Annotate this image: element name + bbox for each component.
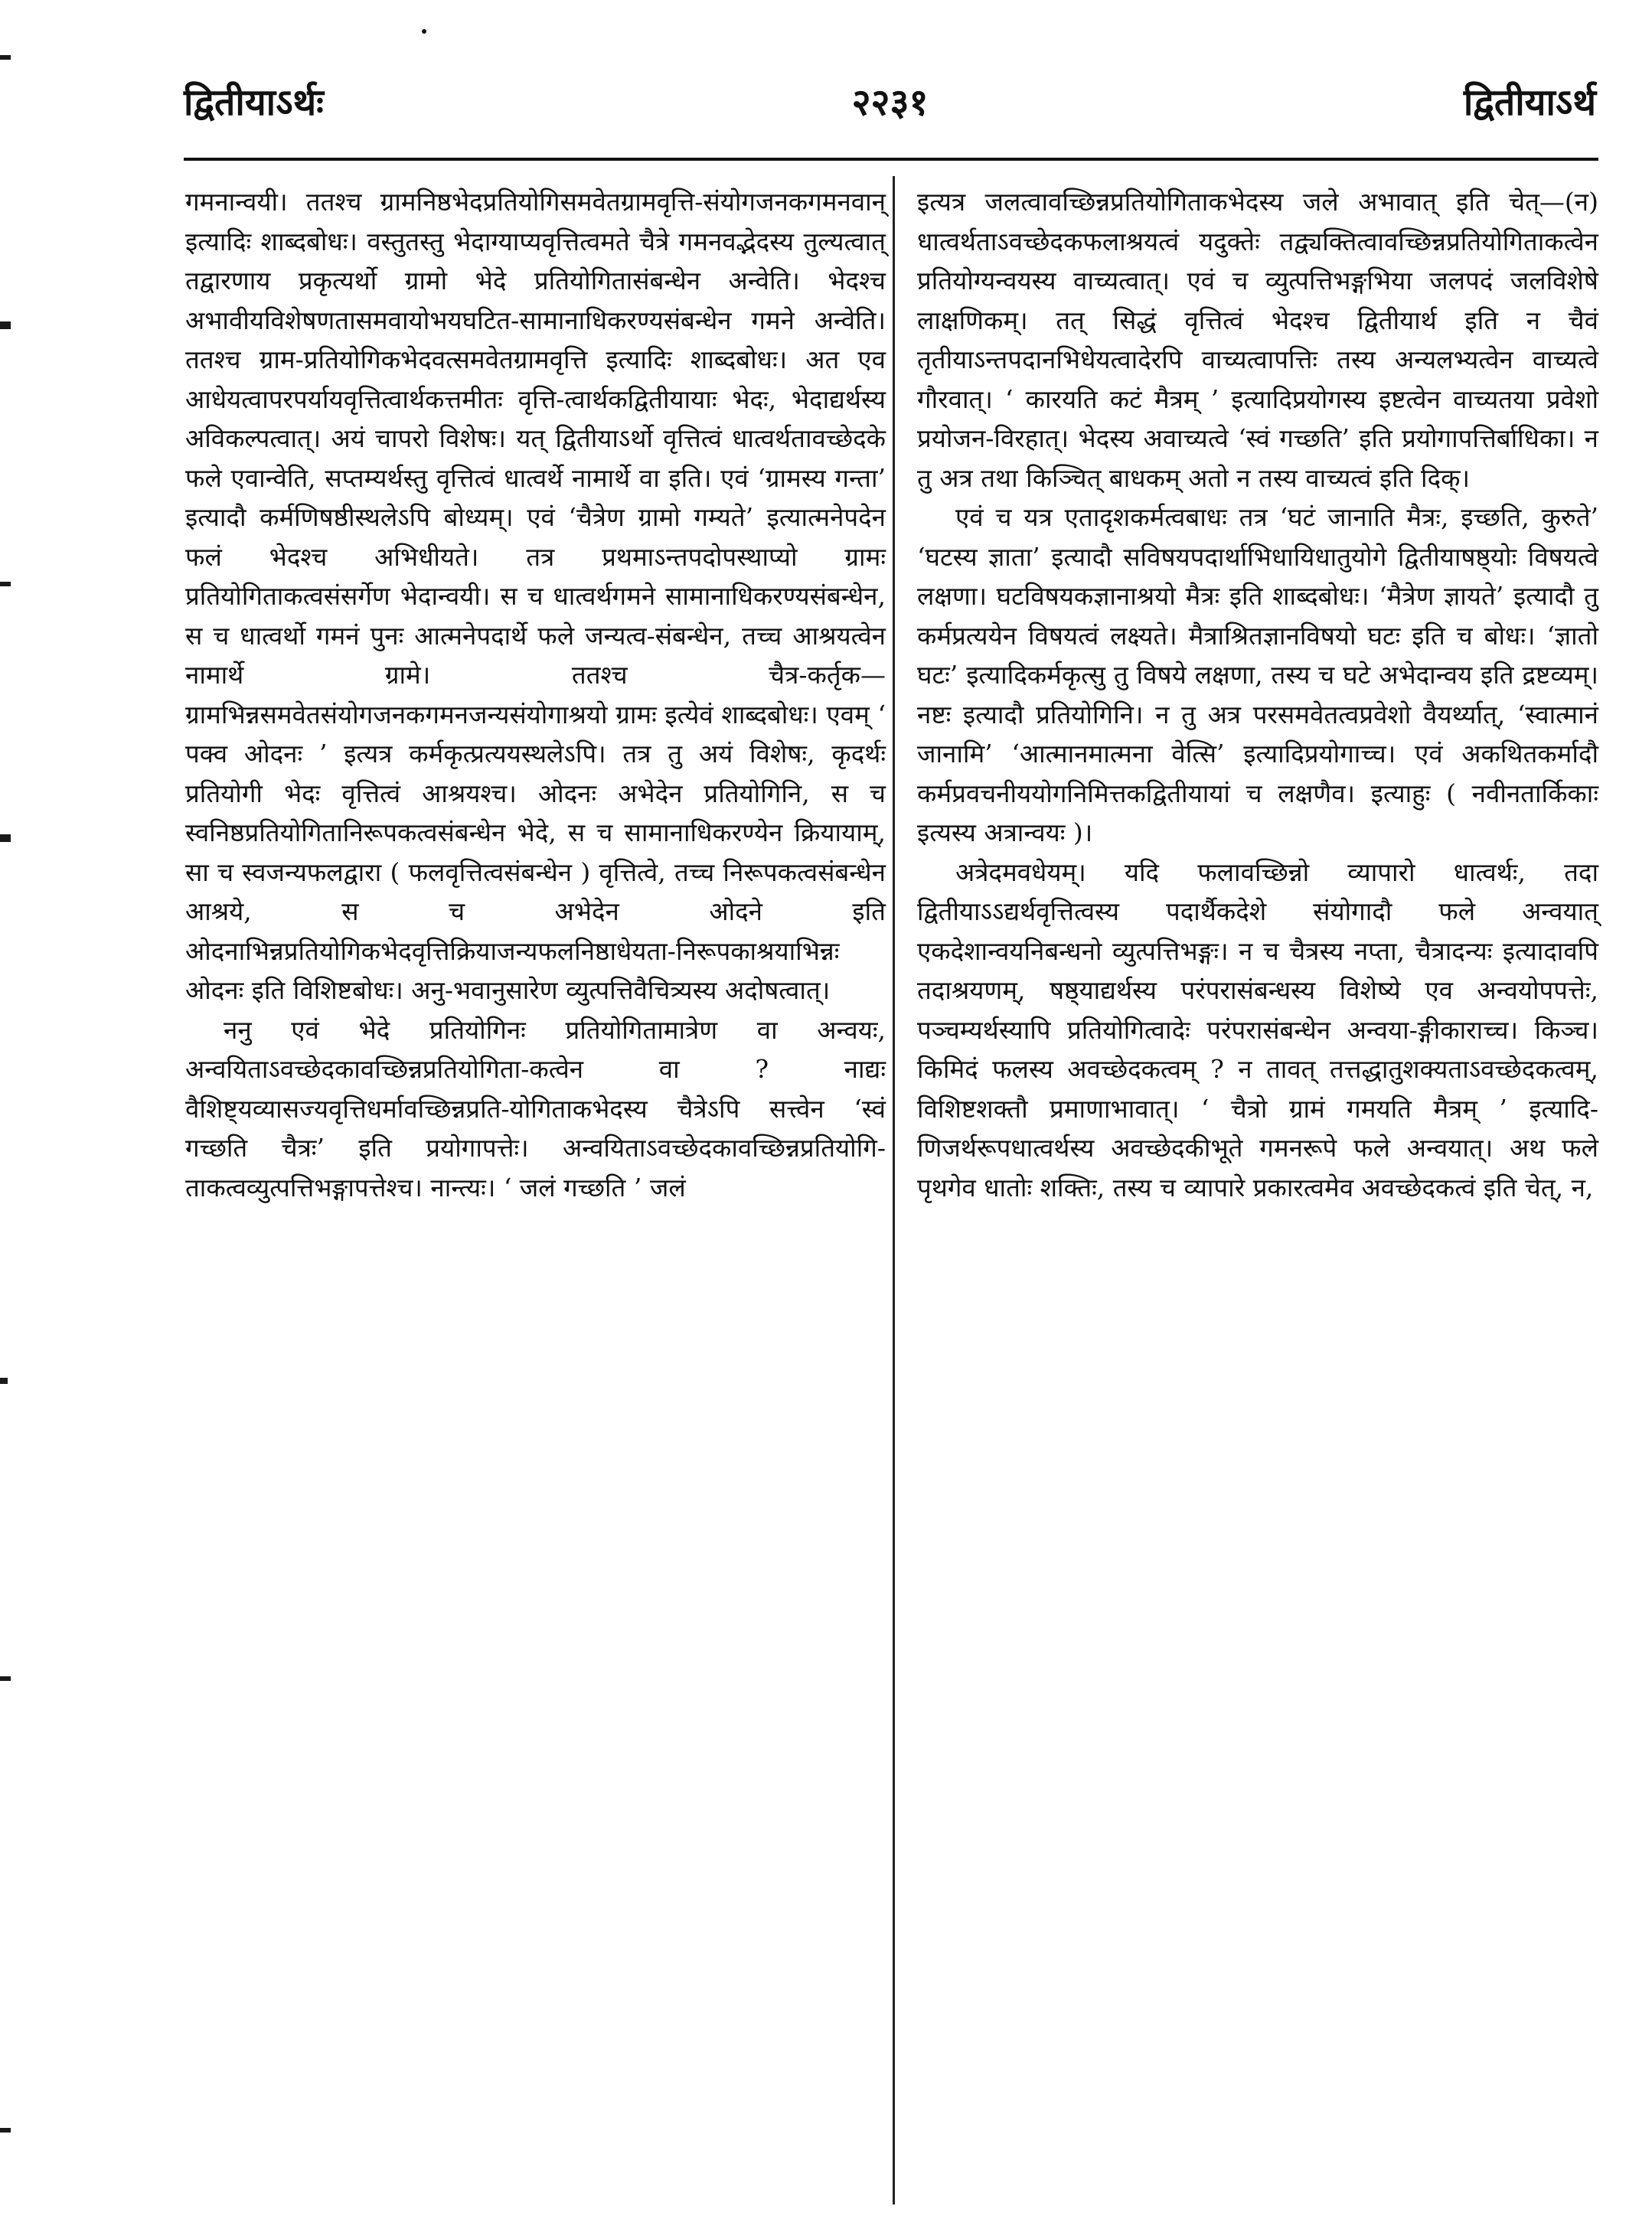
header-right-title: द्वितीयाऽर्थ	[1463, 81, 1596, 124]
edge-mark	[0, 2128, 11, 2133]
right-column	[917, 182, 1598, 1207]
column-divider	[893, 176, 895, 2204]
right-paragraph-1: इत्यत्र जलत्वावच्छिन्नप्रतियोगिताकभेदस्य जले अभावात् इति चेत्—(न) धात्वर्थताऽवच्छेदकफलाश्रयत्वं यदुक्तेः तद्व्यक्तित्वावच्छिन्नप्रतियोगिताकत्वेन प्रतियोग्यन्वयस्य वाच्यत्वात्। एवं च व्युत्पत्तिभङ्गभिया जलपदं जलविशेषे लाक्षणिकम्। तत् सिद्धं वृत्तित्वं भेदश्च द्वितीयार्थ इति न चैवं तृतीयाऽन्तपदानभिधेयत्वादेरपि वाच्यत्वापत्तिः तस्य अन्यलभ्यत्वेन वाच्यत्वे गौरवात्। ‘ कारयति कटं मैत्रम् ’ इत्यादिप्रयोगस्य इष्टत्वेन वाच्यतया प्रवेशो प्रयोजन-विरहात्। भेदस्य अवाच्यत्वे ‘स्वं गच्छति’ इति प्रयोगापत्तिर्बाधिका। न तु अत्र तथा किञ्चित् बाधकम् अतो न तस्य वाच्यत्वं इति दिक्।	[917, 187, 1598, 493]
edge-mark	[0, 834, 11, 842]
scan-speck	[422, 29, 426, 34]
edge-mark	[0, 55, 11, 60]
edge-mark	[0, 321, 11, 329]
left-paragraph-2: ननु एवं भेदे प्रतियोगिनः प्रतियोगितामात्रेण वा अन्वयः, अन्वयिताऽवच्छेदकावच्छिन्नप्रतियोगिता-कत्वेन वा ? नाद्यः वैशिष्ट्यव्यासज्यवृत्तिधर्मावच्छिन्नप्रति-योगिताकभेदस्य चैत्रेऽपि सत्त्वेन ‘स्वं गच्छति चैत्रः’ इति प्रयोगापत्तेः। अन्वयिताऽवच्छेदकावच्छिन्नप्रतियोगि-ताकत्वव्युत्पत्तिभङ्गापत्तेश्च। नान्त्यः। ‘ जलं गच्छति ’ जलं	[185, 1014, 886, 1203]
right-paragraph-3: अत्रेदमवधेयम्। यदि फलावच्छिन्नो व्यापारो धात्वर्थः, तदा द्वितीयाऽऽद्यर्थवृत्तित्वस्य पदार्थैकदेशे संयोगादौ फले अन्वयात् एकदेशान्वयनिबन्धनो व्युत्पत्तिभङ्गः। न च चैत्रस्य नप्ता, चैत्रादन्यः इत्यादावपि तदाश्रयणम्, षष्ठ्याद्यर्थस्य परंपरासंबन्धस्य विशेष्ये एव अन्वयोपपत्तेः, पञ्चम्यर्थस्यापि प्रतियोगित्वादेः परंपरासंबन्धेन अन्वया-ङ्गीकाराच्च। किञ्च। किमिदं फलस्य अवच्छेदकत्वम् ? न तावत् तत्तद्धातुशक्यताऽवच्छेदकत्वम्, विशिष्टशक्तौ प्रमाणाभावात्। ‘ चैत्रो ग्रामं गमयति मैत्रम् ’ इत्यादि-णिजर्थरूपधात्वर्थस्य अवच्छेदकीभूते गमनरूपे फले अन्वयात्। अथ फले पृथगेव धातोः शक्तिः, तस्य च व्यापारे प्रकारत्वमेव अवच्छेदकत्वं इति चेत्, न,	[917, 857, 1598, 1203]
page-number: २२३१	[851, 81, 929, 124]
edge-mark	[0, 582, 11, 586]
left-paragraph-1: गमनान्वयी। ततश्च ग्रामनिष्ठभेदप्रतियोगिसमवेतग्रामवृत्ति-संयोगजनकगमनवान् इत्यादिः शाब्दबोधः। वस्तुतस्तु भेदाग्याप्यवृत्तित्वमते चैत्रे गमनवद्भेदस्य तुल्यत्वात् तद्वारणाय प्रकृत्यर्थो ग्रामो भेदे प्रतियोगितासंबन्धेन अन्वेति। भेदश्च अभावीयविशेषणतासमवायोभयघटित-सामानाधिकरण्यसंबन्धेन गमने अन्वेति। ततश्च ग्राम-प्रतियोगिकभेदवत्समवेतग्रामवृत्ति इत्यादिः शाब्दबोधः। अत एव आधेयत्वापरपर्यायवृत्तित्वार्थकत्तमीतः वृत्ति-त्वार्थकद्वितीयायाः भेदः, भेदाद्यर्थस्य अविकल्पत्वात्। अयं चापरो विशेषः। यत् द्वितीयाऽर्थो वृत्तित्वं धात्वर्थतावच्छेदके फले एवान्वेति, सप्तम्यर्थस्तु वृत्तित्वं धात्वर्थे नामार्थे वा इति। एवं ‘ग्रामस्य गन्ता’ इत्यादौ कर्मणिषष्ठीस्थलेऽपि बोध्यम्। एवं ‘चैत्रेण ग्रामो गम्यते’ इत्यात्मनेपदेन फलं भेदश्च अभिधीयते। तत्र प्रथमाऽन्तपदोपस्थाप्यो ग्रामः प्रतियोगिताकत्वसंसर्गेण भेदान्वयी। स च धात्वर्थगमने सामानाधिकरण्यसंबन्धेन, स च धात्वर्थो गमनं पुनः आत्मनेपदार्थे फले जन्यत्व-संबन्धेन, तच्च आश्रयत्वेन नामार्थे ग्रामे। ततश्च चैत्र-कर्तृक—ग्रामभिन्नसमवेतसंयोगजनकगमनजन्यसंयोगाश्रयो ग्रामः इत्येवं शाब्दबोधः। एवम् ‘ पक्व ओदनः ’ इत्यत्र कर्मकृत्प्रत्ययस्थलेऽपि। तत्र तु अयं विशेषः, कृदर्थः प्रतियोगी भेदः वृत्तित्वं आश्रयश्च। ओदनः अभेदेन प्रतियोगिनि, स च स्वनिष्ठप्रतियोगितानिरूपकत्वसंबन्धेन भेदे, स च सामानाधिकरण्येन क्रियायाम्, सा च स्वजन्यफलद्वारा ( फलवृत्तित्वसंबन्धेन ) वृत्तित्वे, तच्च निरूपकत्वसंबन्धेन आश्रये, स च अभेदेन ओदने इति ओदनाभिन्नप्रतियोगिकभेदवृत्तिक्रियाजन्यफलनिष्ठाधेयता-निरूपकाश्रयाभिन्नः ओदनः इति विशिष्टबोधः। अनु-भवानुसारेण व्युत्पत्तिवैचित्र्यस्य अदोषत्वात्।	[185, 187, 886, 1005]
edge-mark	[0, 1676, 11, 1681]
edge-mark	[0, 1378, 8, 1384]
running-header	[184, 70, 1596, 132]
header-rule	[184, 158, 1598, 161]
right-paragraph-2: एवं च यत्र एतादृशकर्मत्वबाधः तत्र ‘घटं जानाति मैत्रः, इच्छति, कुरुते’ ‘घटस्य ज्ञाता’ इत्यादौ सविषयपदार्थाभिधायिधातुयोगे द्वितीयाषष्ठ्योः विषयत्वे लक्षणा। घटविषयकज्ञानाश्रयो मैत्रः इति शाब्दबोधः। ‘मैत्रेण ज्ञायते’ इत्यादौ तु कर्मप्रत्ययेन विषयत्वं लक्ष्यते। मैत्राश्रितज्ञानविषयो घटः इति च बोधः। ‘ज्ञातो घटः’ इत्यादिकर्मकृत्सु तु विषये लक्षणा, तस्य च घटे अभेदान्वय इति द्रष्टव्यम्। नष्टः इत्यादौ प्रतियोगिनि। न तु अत्र परसमवेतत्वप्रवेशो वैयर्थ्यात्, ‘स्वात्मानं जानामि’ ‘आत्मानमात्मना वेत्सि’ इत्यादिप्रयोगाच्च। एवं अकथितकर्मादौ कर्मप्रवचनीययोगनिमित्तकद्वितीयायां च लक्षणैव। इत्याहुः ( नवीनतार्किकाः इत्यस्य अत्रान्वयः )।	[917, 502, 1598, 847]
header-left-title: द्वितीयाऽर्थः	[184, 81, 324, 124]
left-column	[185, 182, 886, 1207]
